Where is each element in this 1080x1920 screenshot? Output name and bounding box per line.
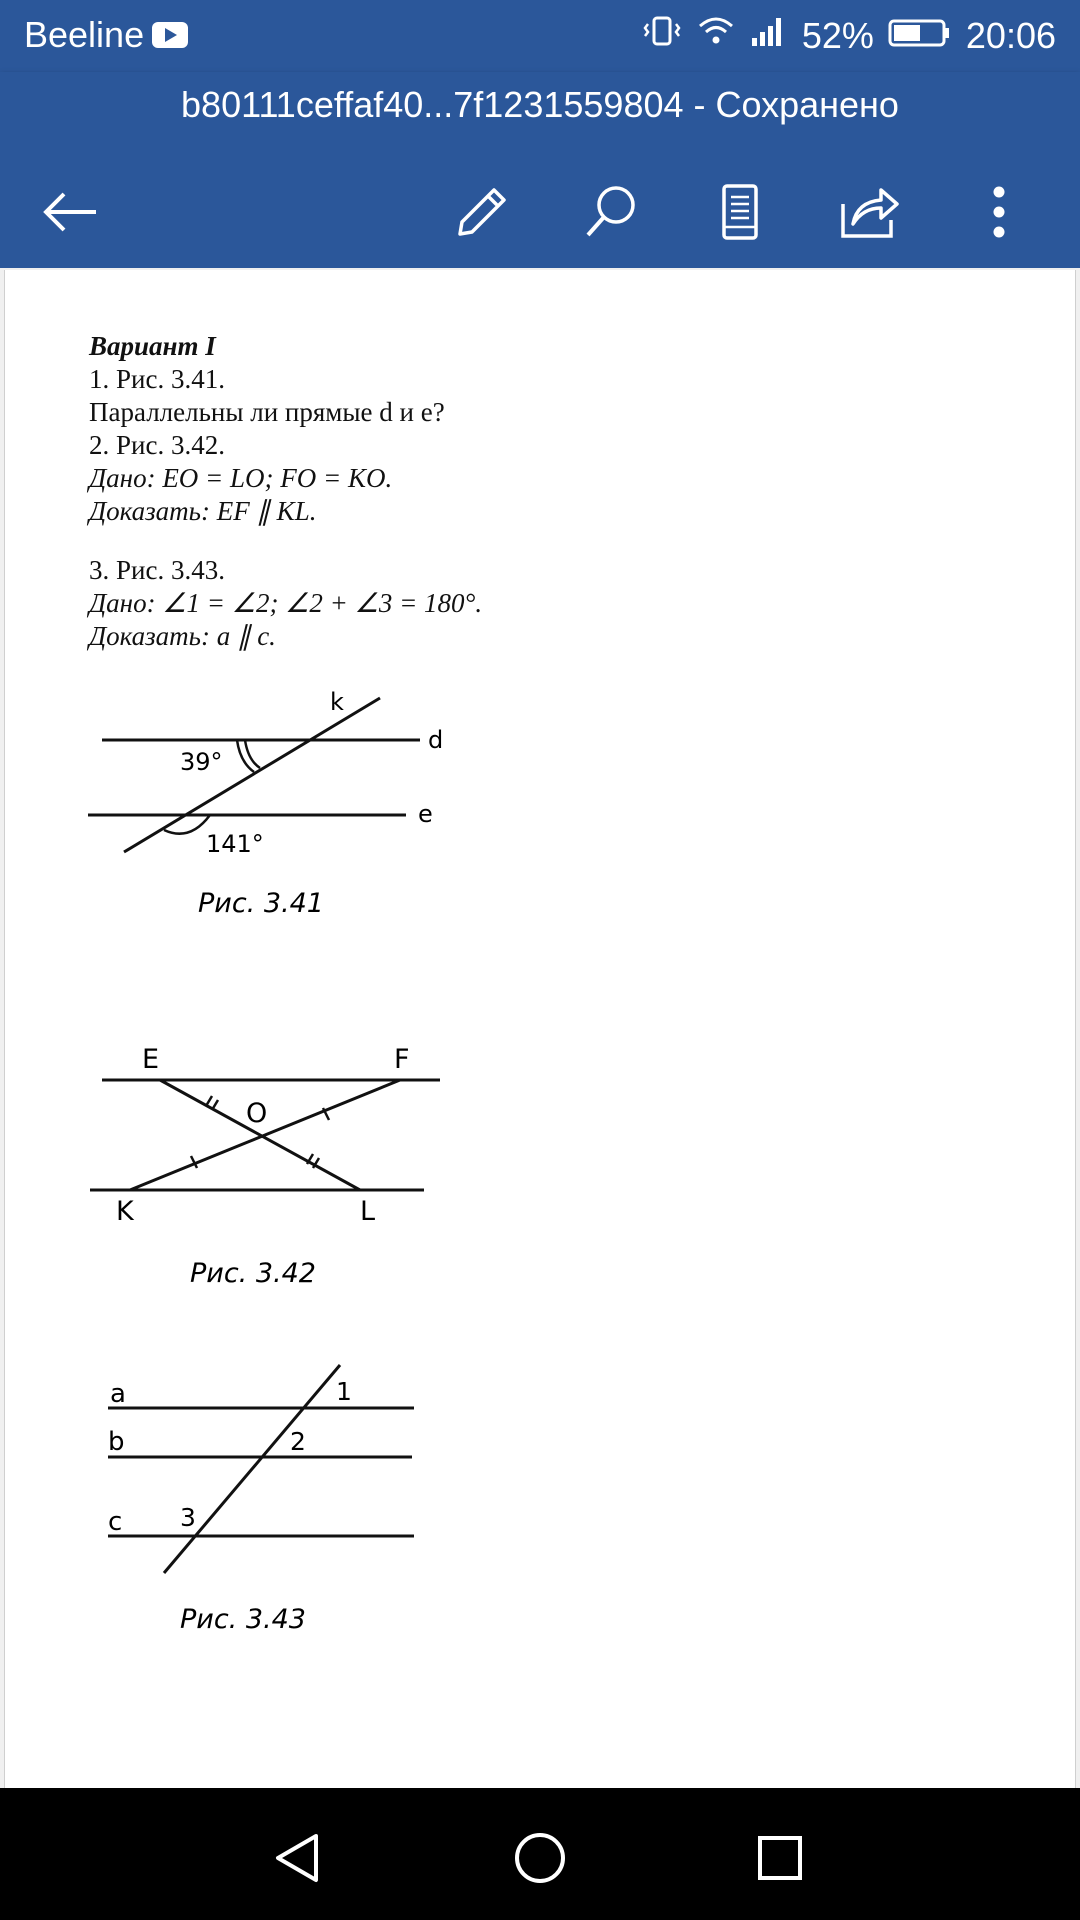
- label-E: E: [142, 1044, 160, 1075]
- square-recents-icon: [740, 1818, 820, 1898]
- caption-3-43: Рис. 3.43: [180, 1604, 306, 1635]
- angle-label-3: 3: [180, 1503, 196, 1532]
- label-O: O: [246, 1098, 268, 1129]
- circle-home-icon: [500, 1818, 580, 1898]
- more-options-button[interactable]: [959, 172, 1039, 252]
- document-title: b80111ceffaf40...7f1231559804 - Сохранено: [181, 84, 899, 125]
- label-L: L: [360, 1196, 376, 1227]
- label-e: e: [418, 800, 433, 828]
- triangle-back-icon: [260, 1818, 340, 1898]
- mobile-view-button[interactable]: [700, 172, 780, 252]
- mobile-view-icon: [718, 183, 762, 241]
- status-bar: [0, 0, 1080, 72]
- caption-3-42: Рис. 3.42: [190, 1258, 316, 1289]
- search-button[interactable]: [571, 172, 651, 252]
- task2-given: Дано: EO = LO; FO = KO.: [89, 463, 393, 493]
- search-icon: [582, 183, 640, 241]
- share-button[interactable]: [829, 172, 909, 252]
- label-F: F: [394, 1044, 410, 1075]
- battery-percent: 52%: [801, 14, 874, 56]
- label-k: k: [330, 688, 344, 716]
- angle-label-2: 2: [290, 1427, 306, 1456]
- task2-ref: 2. Рис. 3.42.: [89, 430, 225, 460]
- caption-3-41: Рис. 3.41: [198, 888, 324, 919]
- task2-prove: Доказать: EF ∥ KL.: [89, 496, 317, 526]
- nav-back-button[interactable]: [260, 1818, 340, 1898]
- variant-heading: Вариант I: [89, 331, 216, 361]
- label-b: b: [108, 1427, 125, 1457]
- task1-question: Параллельны ли прямые d и e?: [89, 397, 445, 427]
- youtube-icon: [152, 22, 188, 48]
- clock: 20:06: [965, 14, 1056, 56]
- nav-home-button[interactable]: [500, 1818, 580, 1898]
- figure-3-42: [80, 1040, 480, 1305]
- transversal: [164, 1365, 340, 1573]
- vibrate-icon: [642, 14, 682, 57]
- carrier-label: Beeline: [24, 14, 145, 55]
- angle-label-141: 141°: [206, 830, 264, 858]
- label-d: d: [428, 726, 444, 754]
- task3-given: Дано: ∠1 = ∠2; ∠2 + ∠3 = 180°.: [89, 588, 483, 618]
- segment-FK: [130, 1080, 400, 1190]
- battery-icon: [888, 15, 952, 57]
- task3-ref: 3. Рис. 3.43.: [89, 555, 225, 585]
- app-toolbar: [0, 72, 1080, 268]
- figure-3-41: [80, 680, 480, 925]
- task1-ref: 1. Рис. 3.41.: [89, 364, 225, 394]
- share-icon: [839, 184, 899, 240]
- angle-label-39: 39°: [180, 748, 223, 776]
- angle-label-1: 1: [336, 1377, 352, 1406]
- signal-icon: [750, 14, 788, 57]
- pencil-icon: [454, 184, 510, 240]
- nav-recents-button[interactable]: [740, 1818, 820, 1898]
- more-vertical-icon: [989, 184, 1009, 240]
- document-text: [89, 330, 482, 653]
- wifi-icon: [696, 14, 736, 57]
- figure-3-43: [80, 1360, 460, 1645]
- segment-EL: [160, 1080, 360, 1190]
- edit-button[interactable]: [442, 172, 522, 252]
- label-c: c: [108, 1507, 123, 1537]
- back-button[interactable]: [30, 172, 110, 252]
- back-arrow-icon: [40, 190, 100, 234]
- line-k: [124, 698, 380, 852]
- label-K: K: [116, 1196, 134, 1227]
- navigation-bar: [0, 1788, 1080, 1920]
- label-a: a: [110, 1379, 126, 1409]
- task3-prove: Доказать: a ∥ c.: [89, 621, 276, 651]
